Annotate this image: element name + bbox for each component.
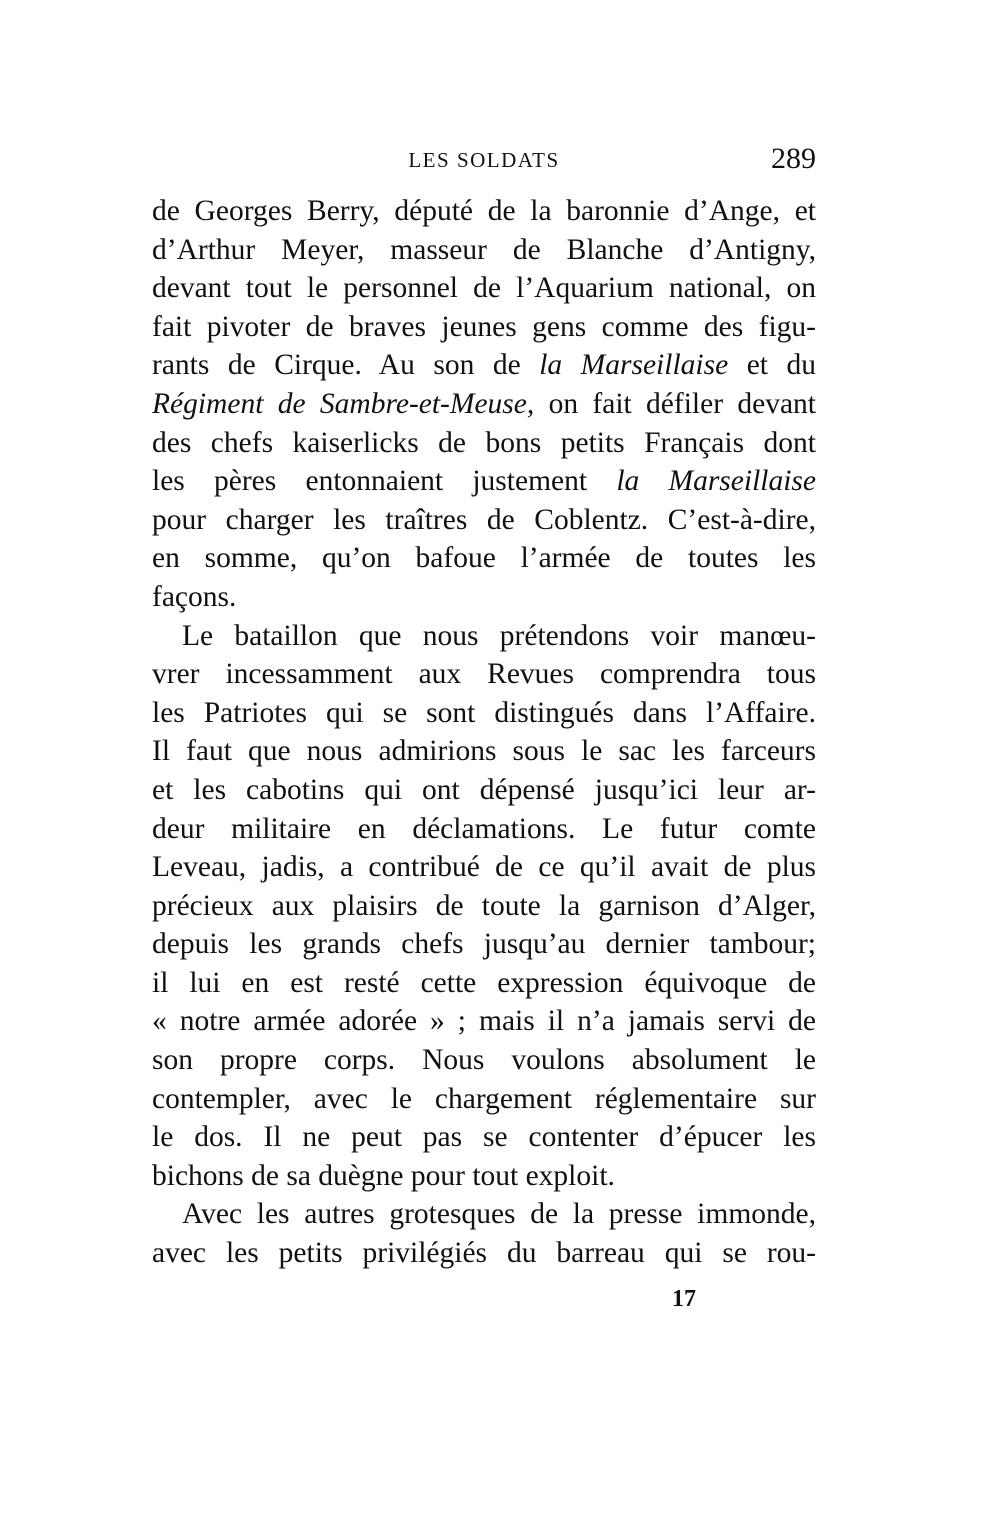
text-line: il lui en est resté cette expression équivoque de — [152, 966, 816, 999]
text-line: Il faut que nous admirions sous le sac les farceurs — [152, 735, 816, 768]
text-run: les pères entonnaient justement — [152, 465, 617, 498]
italic-title: Régiment de Sambre-et-Meuse, — [152, 387, 535, 420]
text-line: Avec les autres grotesques de la presse immonde, — [182, 1198, 816, 1231]
text-line: façons. — [152, 580, 237, 613]
text-line: « notre armée adorée » ; mais il n’a jamais servi de — [152, 1005, 816, 1038]
text-line: fait pivoter de braves jeunes gens comme des figu- — [152, 310, 816, 343]
text-line: bichons de sa duègne pour tout exploit. — [152, 1159, 615, 1192]
italic-title: la Marseillaise — [539, 349, 729, 382]
text-line: de Georges Berry, député de la baronnie d’Ange, et — [152, 195, 816, 227]
text-run: et du — [728, 349, 816, 382]
text-line: avec les petits privilégiés du barreau qui se rou- — [152, 1237, 816, 1270]
text-line: pour charger les traîtres de Coblentz. C’est-à-dire, — [152, 503, 816, 536]
paragraph-2 — [152, 617, 816, 1196]
text-line: et les cabotins qui ont dépensé jusqu’ici leur ar- — [152, 773, 816, 806]
text-line: les Patriotes qui se sont distingués dans l’Affaire. — [152, 696, 816, 729]
text-line: vrer incessamment aux Revues comprendra tous — [152, 658, 816, 691]
paragraph-1 — [152, 192, 816, 617]
text-run: on fait défiler devant — [534, 387, 816, 420]
text-line: Leveau, jadis, a contribué de ce qu’il avait de plus — [152, 851, 816, 884]
paragraph-3 — [152, 1195, 816, 1272]
text-line: Le bataillon que nous prétendons voir manœu- — [182, 619, 816, 652]
text-line: le dos. Il ne peut pas se contenter d’épucer les — [152, 1121, 816, 1154]
text-line: deur militaire en déclamations. Le futur comte — [152, 812, 816, 845]
text-line — [152, 346, 816, 385]
text-line — [152, 462, 816, 501]
text-line: devant tout le personnel de l’Aquarium national, on — [152, 272, 816, 305]
text-line: contempler, avec le chargement réglementaire sur — [152, 1082, 816, 1115]
text-line: depuis les grands chefs jusqu’au dernier tambour; — [152, 928, 816, 961]
running-title: LES SOLDATS — [408, 148, 560, 172]
text-line: en somme, qu’on bafoue l’armée de toutes les — [152, 542, 816, 575]
text-line: son propre corps. Nous voulons absolument le — [152, 1044, 816, 1077]
text-run: rants de Cirque. Au son de — [152, 349, 540, 382]
body-text — [152, 192, 816, 1273]
running-head — [152, 142, 816, 178]
text-line: des chefs kaiserlicks de bons petits Français dont — [152, 426, 816, 459]
italic-title: la Marseillaise — [616, 465, 816, 498]
text-line: précieux aux plaisirs de toute la garnison d’Alger, — [152, 889, 816, 922]
signature-mark: 17 — [672, 1286, 696, 1312]
text-line: d’Arthur Meyer, masseur de Blanche d’Antigny, — [152, 233, 816, 266]
page-number: 289 — [771, 142, 816, 175]
text-line — [152, 385, 816, 424]
